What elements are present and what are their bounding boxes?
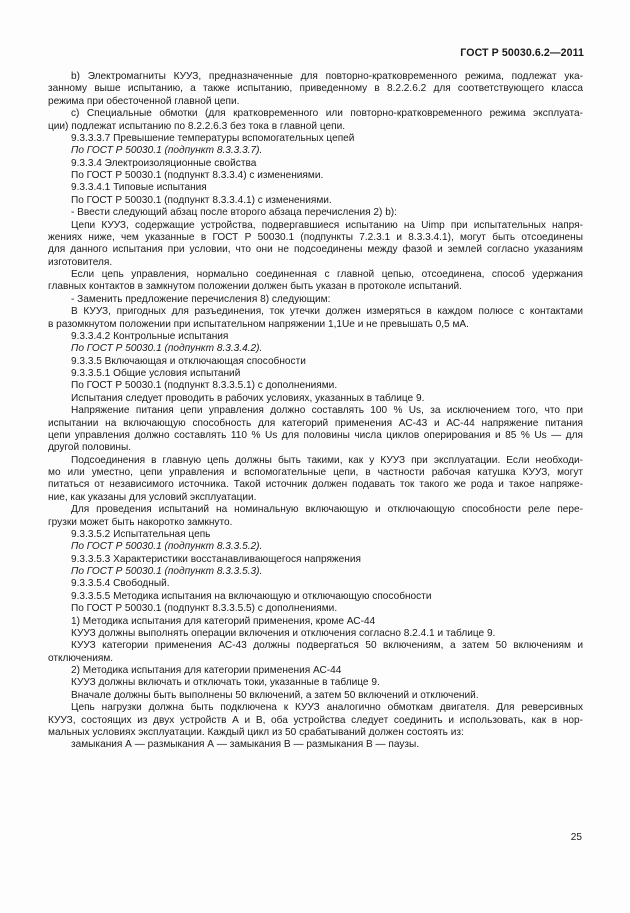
text-line: 9.3.3.5.3 Характеристики восстанавливающегося напряжения <box>71 553 361 565</box>
text-line: По ГОСТ Р 50030.1 (подпункт 8.3.3.4.2). <box>71 343 263 355</box>
standard-header: ГОСТ Р 50030.6.2—2011 <box>460 47 584 59</box>
text-line: - Ввести следующий абзац после второго абзаца перечисления 2) b): <box>71 207 397 219</box>
text-line: ние, как указаны для условий эксплуатации. <box>48 491 257 503</box>
text-line: 9.3.3.4.2 Контрольные испытания <box>71 330 229 342</box>
text-line: режима при обесточенной главной цепи. <box>48 95 240 107</box>
text-line: 2) Методика испытания для категории применения АС-44 <box>71 665 342 676</box>
text-line: По ГОСТ Р 50030.1 (подпункт 8.3.3.5.2). <box>71 541 263 553</box>
text-line: КУУЗ категории применения АС-43 должны подвергаться 50 включениям, а затем 50 включениям и <box>71 640 583 652</box>
text-line: для данного испытания при условии, что они не подсоединены между фазой и землей согласно указаниям <box>48 244 583 256</box>
text-line: 9.3.3.5.4 Свободный. <box>71 578 170 590</box>
text-line: Цепь нагрузки должна быть подключена к КУУЗ аналогично обмоткам двигателя. Для реверсивных <box>71 702 583 714</box>
text-line: отключениям. <box>48 652 114 664</box>
text-line: замыкания А — размыкания А — замыкания В — размыкания В — паузы. <box>71 739 420 751</box>
text-line: 9.3.3.5 Включающая и отключающая способности <box>71 355 306 367</box>
text-line: - Заменить предложение перечисления 8) следующим: <box>71 293 331 305</box>
text-line: Если цепь управления, нормально соединенная с главной цепью, отсоединена, способ удержания <box>71 269 583 280</box>
text-line: 9.3.3.3.7 Превышение температуры вспомогательных цепей <box>71 132 355 144</box>
text-line: 9.3.3.4 Электроизоляционные свойства <box>71 157 257 169</box>
text-line: По ГОСТ Р 50030.1 (подпункт 8.3.3.5.5) с дополнениями. <box>71 603 338 615</box>
text-line: b) Электромагниты КУУЗ, предназначенные для повторно-кратковременного режима, подлежат ука- <box>71 71 583 82</box>
text-line: По ГОСТ Р 50030.1 (подпункт 8.3.3.4) с изменениями. <box>71 170 324 181</box>
text-line: По ГОСТ Р 50030.1 (подпункт 8.3.3.4.1) с изменениями. <box>71 194 332 206</box>
text-line: Цепи КУУЗ, содержащие устройства, подвергавшиеся испытанию на Uimp при испытательных напря- <box>71 219 583 231</box>
text-line: Напряжение питания цепи управления должно составлять 100 % Us, за исключением того, что при <box>71 405 583 417</box>
page-number: 25 <box>570 832 582 843</box>
text-line: ции) подлежат испытанию по 8.2.2.6.3 без тока в главной цепи. <box>48 120 346 132</box>
text-line: занному выше испытанию, а также испытанию, приведенному в 8.2.2.6.2 для соответствующего класса <box>48 83 583 95</box>
text-line: 9.3.3.5.5 Методика испытания на включающую и отключающую способности <box>71 590 432 602</box>
text-line: По ГОСТ Р 50030.1 (подпункт 8.3.3.3.7). <box>71 145 263 157</box>
text-line: По ГОСТ Р 50030.1 (подпункт 8.3.3.5.1) с дополнениями. <box>71 380 338 392</box>
text-line: Испытания следует проводить в рабочих условиях, указанных в таблице 9. <box>71 392 425 404</box>
text-line: изготовителя. <box>48 256 113 268</box>
text-line: КУУЗ должны выполнять операции включения и отключения согласно 8.2.4.1 и таблице 9. <box>71 627 496 639</box>
document-body <box>48 71 583 752</box>
text-line: испытании на включающую способность для категорий применения АС-43 и АС-44 напряжение питания <box>48 417 583 429</box>
text-line: По ГОСТ Р 50030.1 (подпункт 8.3.3.5.3). <box>71 566 263 577</box>
text-line: КУУЗ, состоящих из двух устройств А и В, оба устройства следует соединить и использовать, как в нор- <box>48 714 583 726</box>
text-line: главных контактов в замкнутом положении должен быть указан в протоколе испытаний. <box>48 281 462 293</box>
text-line: цепи управления должно составлять 110 % Us для половины числа циклов оперирования и 85 % Us — для <box>48 429 583 441</box>
text-line: питаться от независимого источника. Такой источник должен подавать ток такого же рода и такое напряже- <box>48 479 583 491</box>
text-line: 1) Методика испытания для категорий применения, кроме АС-44 <box>71 615 376 627</box>
text-line: Для проведения испытаний на номинальную включающую и отключающую способности реле пере- <box>71 504 583 516</box>
text-line: 9.3.3.5.1 Общие условия испытаний <box>71 368 241 379</box>
text-line: жениях ниже, чем указанные в ГОСТ Р 50030.1 (подпункты 7.2.3.1 и 8.3.3.4.1), могут быть отсоединены <box>48 231 583 243</box>
text-line: КУУЗ должны включать и отключать токи, указанные в таблице 9. <box>71 677 380 689</box>
text-line: Подсоединения в главную цепь должны быть такими, как у КУУЗ при эксплуатации. Если необходи- <box>71 454 583 466</box>
text-line: грузки может быть накоротко замкнуто. <box>48 516 233 528</box>
text-line: мальных условиях эксплуатации. Каждый цикл из 50 срабатываний должен состоять из: <box>48 726 464 738</box>
text-line: В КУУЗ, пригодных для разъединения, ток утечки должен измеряться в каждом полюсе с контактами <box>71 306 583 318</box>
text-line: 9.3.3.5.2 Испытательная цепь <box>71 528 211 540</box>
text-line: другой половины. <box>48 442 132 454</box>
text-line: c) Специальные обмотки (для кратковременного или повторно-кратковременного режима эксплуата- <box>71 108 583 120</box>
text-line: Вначале должны быть выполнены 50 включений, а затем 50 включений и отключений. <box>71 689 479 701</box>
text-line: 9.3.3.4.1 Типовые испытания <box>71 182 207 194</box>
text-line: в разомкнутом положении при испытательном напряжении 1,1Ue и не превышать 0,5 мА. <box>48 318 469 330</box>
text-line: мо или уместно, цепи управления и вспомогательные цепи, в частности рабочая катушка КУУЗ, могут <box>48 467 583 478</box>
